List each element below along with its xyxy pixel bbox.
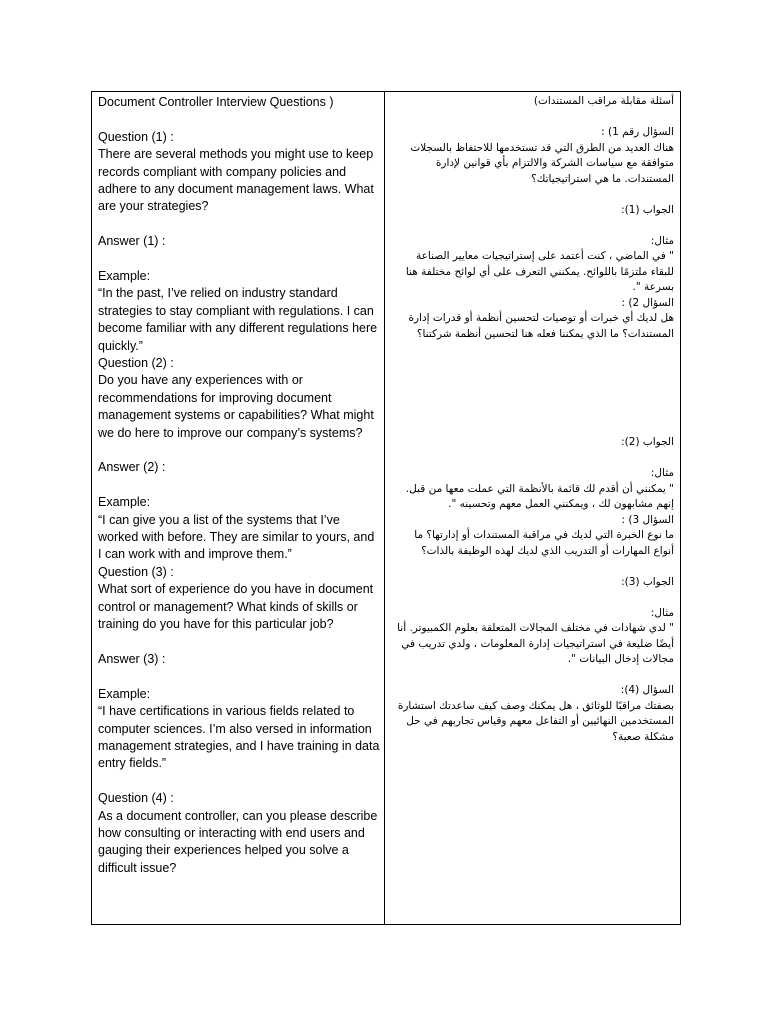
- answer-3-example-label: Example:: [98, 686, 151, 701]
- blank-line: [98, 442, 380, 459]
- blank-line: [393, 110, 674, 126]
- blank-line: [393, 559, 674, 575]
- arabic-answer-2-example-label: مثال:: [650, 467, 674, 479]
- question-4-text: As a document controller, can you please describe how consulting or interacting with end users and gauging their experiences helped you solve a difficult issue?: [98, 808, 381, 875]
- answer-1-text: “In the past, I’ve relied on industry standard strategies to stay compliant with regulations. I can become familiar with any different regulations here quickly.”: [98, 286, 381, 353]
- blank-line: [393, 420, 674, 436]
- english-column: [92, 92, 385, 924]
- arabic-question-3-text: ما نوع الخبرة التي لديك في مراقبة المستندات أو إدارتها؟ ما أنواع المهارات أو التدريب الذي لديك لهذه الوظيفة بالذات؟: [410, 529, 674, 557]
- arabic-question-1-heading: السؤال رقم 1) :: [601, 126, 674, 138]
- blank-line: [98, 477, 380, 494]
- blank-line: [98, 668, 380, 685]
- question-1-heading: Question (1) :: [98, 129, 174, 144]
- blank-line: [98, 634, 380, 651]
- blank-line: [98, 251, 380, 268]
- answer-1-example-label: Example:: [98, 269, 151, 284]
- blank-line: [393, 342, 674, 358]
- arabic-question-4-heading: السؤال (4):: [620, 684, 674, 696]
- question-4-heading: Question (4) :: [98, 791, 174, 806]
- arabic-question-3-heading: السؤال 3) :: [621, 513, 674, 526]
- document-title: Document Controller Interview Questions ): [98, 95, 334, 109]
- arabic-answer-3-text: " لدي شهادات في مختلف المجالات المتعلقة بعلوم الكمبيوتر. أنا أيضًا ضليعة في استراتيجيات إدارة المعلومات ، ولدي تدريب في مجالات إدخال البيانات ".: [393, 622, 674, 665]
- arabic-question-4-text: بصفتك مراقبًا للوثائق ، هل يمكنك وصف كيف ساعدتك استشارة المستخدمين النهائيين أو التفاعل معهم وقياس تجاربهم في حل مشكلة صعبة؟: [394, 699, 674, 743]
- arabic-answer-1-text: " في الماضي ، كنت أعتمد على إستراتيجيات معايير الصناعة للبقاء ملتزمًا باللوائح. يمكنني التعرف على أي لوائح مختلفة هنا بسرعة ".: [402, 250, 674, 293]
- answer-3-text: “I have certifications in various fields related to computer sciences. I’m also versed in information management strategies, and I have training in data entry fields.”: [98, 704, 383, 771]
- question-3-text: What sort of experience do you have in document control or management? What kinds of skills or training do you have for this particular job?: [98, 582, 377, 632]
- question-2-heading: Question (2) :: [98, 356, 174, 371]
- blank-line: [393, 668, 674, 684]
- blank-line: [98, 773, 380, 790]
- arabic-answer-2-heading: الجواب (2):: [621, 436, 674, 448]
- question-1-text: There are several methods you might use to keep records compliant with company policies and adhere to any document management laws. What are your strategies?: [98, 147, 378, 214]
- arabic-document-title: أسئلة مقابلة مراقب المستندات): [533, 95, 674, 107]
- blank-line: [393, 404, 674, 420]
- answer-2-text: “I can give you a list of the systems that I’ve worked with before. They are similar to yours, and I can work with and improve them.”: [98, 512, 378, 562]
- answer-3-heading: Answer (3) :: [98, 651, 166, 666]
- answer-2-heading: Answer (2) :: [98, 460, 166, 475]
- blank-line: [98, 216, 380, 233]
- answer-1-heading: Answer (1) :: [98, 234, 166, 249]
- blank-line: [393, 389, 674, 405]
- blank-line: [393, 590, 674, 606]
- arabic-answer-1-example-label: مثال:: [650, 234, 674, 247]
- blank-line: [393, 373, 674, 389]
- arabic-question-1-text: هناك العديد من الطرق التي قد تستخدمها للاحتفاظ بالسجلات متوافقة مع سياسات الشركة والالتزام بأي قوانين لإدارة المستندات. ما هي استراتيجياتك؟: [407, 141, 674, 185]
- arabic-answer-3-heading: الجواب (3):: [621, 575, 674, 588]
- bilingual-table: [91, 91, 681, 925]
- blank-line: [393, 451, 674, 467]
- arabic-answer-3-example-label: مثال:: [650, 606, 674, 619]
- arabic-question-2-heading: السؤال 2) :: [621, 296, 674, 309]
- answer-2-example-label: Example:: [98, 495, 151, 510]
- arabic-answer-2-text: " يمكنني أن أقدم لك قائمة بالأنظمة التي عملت معها من قبل. إنهم مشابهون لك ، ويمكنني العمل معهم وتحسينه ".: [402, 482, 674, 510]
- blank-line: [393, 358, 674, 374]
- arabic-column: [385, 92, 680, 924]
- blank-line: [393, 218, 674, 234]
- blank-line: [393, 187, 674, 203]
- question-3-heading: Question (3) :: [98, 564, 174, 579]
- arabic-question-2-text: هل لديك أي خبرات أو توصيات لتحسين أنظمة أو قدرات إدارة المستندات؟ ما الذي يمكننا فعله هنا لتحسين أنظمة شركتنا؟: [405, 312, 674, 340]
- arabic-answer-1-heading: الجواب (1):: [621, 203, 674, 216]
- question-2-text: Do you have any experiences with or recommendations for improving document management systems or capabilities? What might we do here to improve our company’s systems?: [98, 373, 378, 440]
- blank-line: [98, 111, 380, 128]
